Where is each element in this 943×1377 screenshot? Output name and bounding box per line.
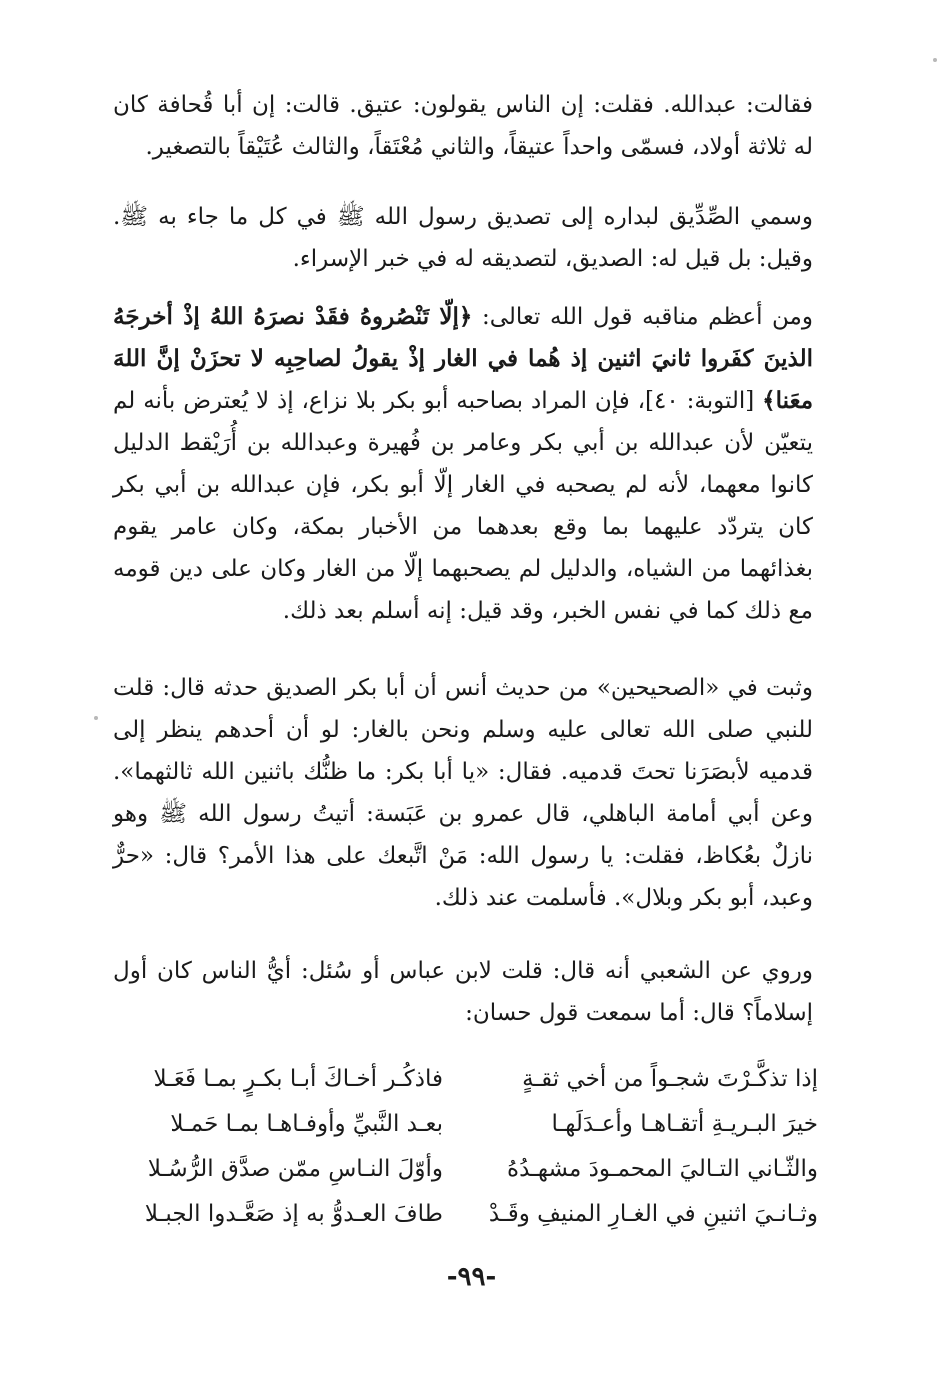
poem-first-hemistich: وثـانـيَ اثنينِ في الغـارِ المنيفِ وقَـدْ [488,1201,818,1227]
paragraph-cave-explanation: [التوبة: ٤٠]، فإن المراد بصاحبه أبو بكر بلا نزاع، إذ لا يُعترض بأنه لم يتعيّن لأن عبدالله بن أبي بكر وعامر بن فُهيرة وعبدالله بن أُرَيْقط الدليل كانوا معهما، لأنه لم يصحبه في الغار إلّا أبو بكر، فإن عبدالله بن أبي بكر كان يتردّد عليهما بما وقع بعدهما من الأخبار بمكة، وكان عامر يقوم بغذائهما من الشياه، والدليل لم يصحبهما إلّا من الغار وكان على دين قومه مع ذلك كما في نفس الخبر، وقد قيل: إنه أسلم بعد ذلك. [113,388,813,624]
paragraph-cave-intro: ومن أعظم مناقبه قول الله تعالى: [472,304,813,330]
paragraph-cave-virtue [113,296,813,632]
poem-first-hemistich: والثّـاني التـاليَ المحمـودَ مشهـدُهُ [507,1156,818,1182]
paragraph-name-atiq: فقالت: عبدالله. فقلت: إن الناس يقولون: عتيق. قالت: إن أبا قُحافة كان له ثلاثة أولاد، فسمّى واحداً عتيقاً، والثاني مُعْتَقاً، والثالث عُتَيْقاً بالتصغير. [113,92,813,160]
poem-first-hemistich: خيرَ البـريـةِ أتقـاهـا وأعـدَلَهـا [551,1111,818,1137]
quran-verse: ﴿إلّا تَنْصُروهُ فقَدْ نصرَهُ اللهُ إذْ أخرجَهُ الذينَ كفَروا ثانيَ اثنين إذ هُما في الغار إذْ يقولُ لصاحِبِه لا تحزَنْ إنَّ اللهَ معَنا﴾ [113,303,814,414]
poem-second-hemistich: وأوّلَ النـاسِ ممّن صدَّق الرُّسُـلا [147,1156,443,1182]
paragraph-hadith-sahihain: وثبت في «الصحيحين» من حديث أنس أن أبا بكر الصديق حدثه قال: قلت للنبي صلى الله تعالى عليه وسلم ونحن بالغار: لو أن أحدهم ينظر إلى قدميه لأبصَرَنا تحتَ قدميه. فقال: «يا أبا بكر: ما ظنُّك باثنين الله ثالثهما». وعن أبي أمامة الباهلي، قال عمرو بن عَبَسة: أتيتُ رسول الله ﷺ وهو نازلٌ بعُكاظ، فقلت: يا رسول الله: مَنْ اتَّبعك على هذا الأمر؟ قال: «حرٌّ وعبد، أبو بكر وبلال». فأسلمت عند ذلك. [113,675,813,911]
paragraph-shabi-narration: وروي عن الشعبي أنه قال: قلت لابن عباس أو سُئل: أيُّ الناس كان أول إسلاماً؟ قال: أما سمعت قول حسان: [113,958,813,1026]
poem-hassan [113,1057,818,1237]
poem-verse [113,1057,818,1102]
page-number: -٩٩- [446,1262,497,1292]
poem-second-hemistich: فاذكُـر أخـاكَ أبـا بكـرٍ بمـا فَعَـلا [153,1066,443,1092]
poem-verse [113,1192,818,1237]
paragraph-siddiq-naming: وسمي الصِّدِّيق لبداره إلى تصديق رسول الله ﷺ في كل ما جاء به ﷺ. وقيل: بل قيل له: الصديق، لتصديقه له في خبر الإسراء. [113,204,813,272]
poem-first-hemistich: إذا تذكَّـرْتَ شجـواً من أخي ثقـةٍ [522,1066,818,1092]
poem-second-hemistich: بعـد النَّبيِّ وأوفـاهـا بمـا حَمـلا [170,1111,443,1137]
poem-second-hemistich: طافَ العـدوُّ به إذ صَعَّـدوا الجبـلا [144,1201,443,1227]
poem-verse [113,1147,818,1192]
poem-verse [113,1102,818,1147]
scan-speck [933,58,937,62]
scan-speck [94,716,98,720]
